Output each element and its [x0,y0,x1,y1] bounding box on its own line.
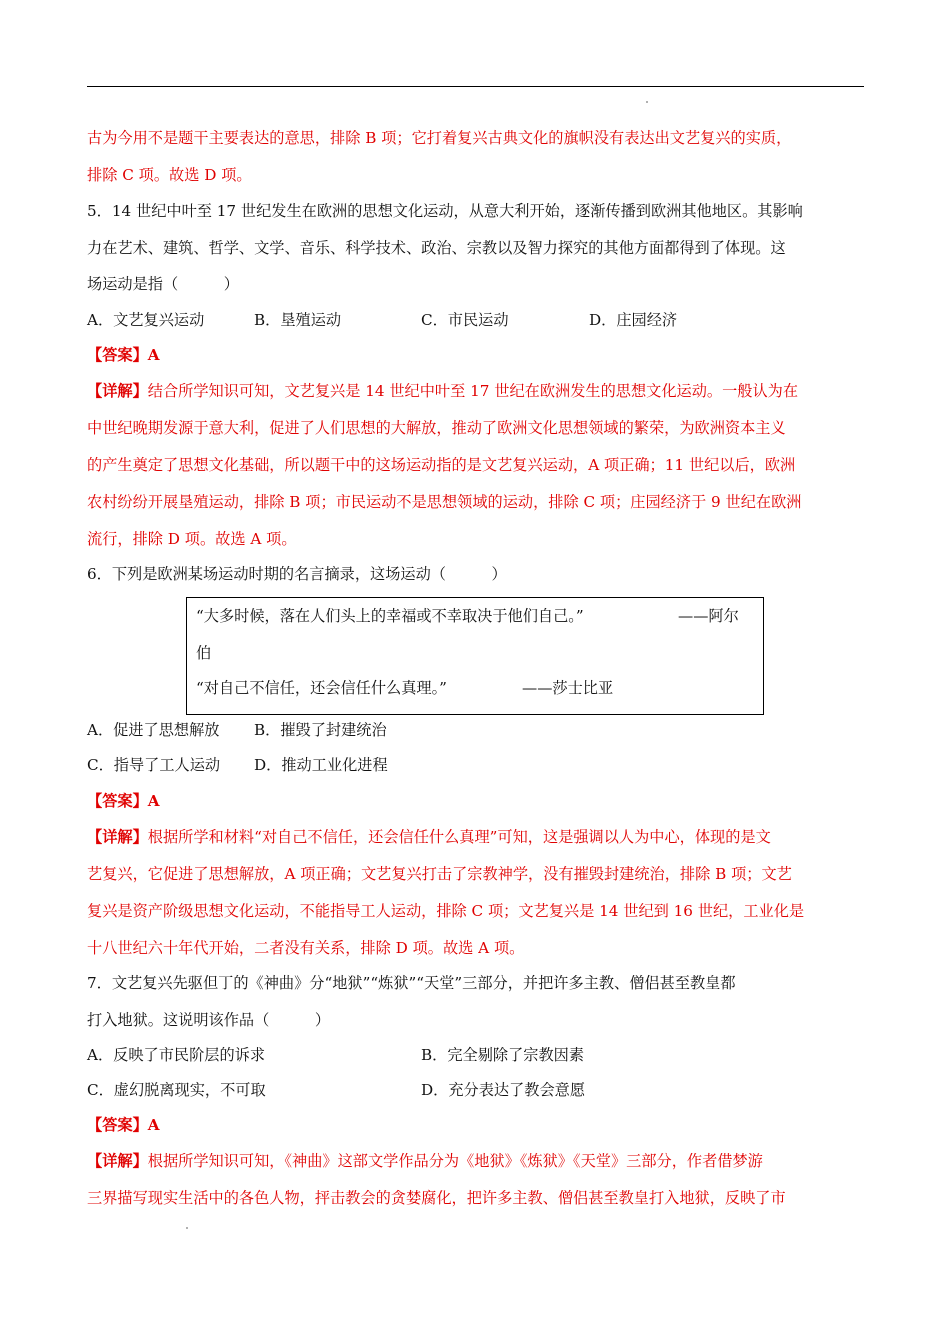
q7-answer [87,1114,160,1136]
quote-1-author-wrap: 伯 [196,644,212,662]
answer-value: A [147,346,160,364]
detail-text: 根据所学和材料“对自己不信任，还会信任什么真理”可知，这是强调以人为中心，体现的是文 [147,828,771,846]
q6-detail-line-3: 复兴是资产阶级思想文化运动，不能指导工人运动，排除 C 项；文艺复兴是 14 世纪到 16 世纪，工业化是 [87,902,805,920]
detail-tag: 【详解】 [87,382,148,400]
q6-detail-line-1 [87,826,771,848]
header-rule [87,86,864,87]
q5-option-c: C．市民运动 [421,311,509,329]
q7-option-a: A．反映了市民阶层的诉求 [87,1046,266,1064]
q5-detail-line-4: 农村纷纷开展垦殖运动，排除 B 项；市民运动不是思想领域的运动，排除 C 项；庄园经济于 9 世纪在欧洲 [87,493,802,511]
q7-detail-line-1 [87,1150,763,1172]
q7-option-c: C．虚幻脱离现实，不可取 [87,1081,266,1099]
detail-text: 根据所学知识可知，《神曲》这部文学作品分为《地狱》《炼狱》《天堂》三部分，作者借梦游 [147,1152,763,1170]
header-dot [646,101,648,103]
q6-option-a: A．促进了思想解放 [87,721,220,739]
q7-option-b: B．完全剔除了宗教因素 [421,1046,585,1064]
detail-tag: 【详解】 [87,1152,148,1170]
q6-detail-line-2: 艺复兴，它促进了思想解放，A 项正确；文艺复兴打击了宗教神学，没有摧毁封建统治，排除 B 项；文艺 [87,865,792,883]
quote-1-author: ——阿尔 [678,607,739,625]
quote-1: “大多时候，落在人们头上的幸福或不幸取决于他们自己。” [196,607,584,625]
q7-option-d: D．充分表达了教会意愿 [421,1081,586,1099]
detail-text: 结合所学知识可知，文艺复兴是 14 世纪中叶至 17 世纪在欧洲发生的思想文化运动。一般认为在 [147,382,799,400]
q5-stem-line-3: 场运动是指（ ） [87,275,239,293]
q6-stem-line-1: 6．下列是欧洲某场运动时期的名言摘录，这场运动（ ） [87,565,507,583]
q5-option-d: D．庄园经济 [589,311,678,329]
q5-answer [87,344,160,366]
q6-detail-line-4: 十八世纪六十年代开始，二者没有关系，排除 D 项。故选 A 项。 [87,939,525,957]
q5-detail-line-5: 流行，排除 D 项。故选 A 项。 [87,530,297,548]
detail-tag: 【详解】 [87,828,148,846]
q5-option-b: B．垦殖运动 [254,311,342,329]
q5-detail-line-3: 的产生奠定了思想文化基础，所以题干中的这场运动指的是文艺复兴运动，A 项正确；11 世纪以后，欧洲 [87,456,796,474]
answer-tag: 【答案】 [87,1116,148,1134]
footer-dot [186,1227,188,1229]
quote-box [186,597,764,715]
q7-detail-line-2: 三界描写现实生活中的各色人物，抨击教会的贪婪腐化，把许多主教、僧侣甚至教皇打入地狱，反映了市 [87,1189,786,1207]
q5-stem-line-2: 力在艺术、建筑、哲学、文学、音乐、科学技术、政治、宗教以及智力探究的其他方面都得到了体现。这 [87,239,786,257]
q7-stem-line-2: 打入地狱。这说明该作品（ ） [87,1011,330,1029]
q5-detail-line-1 [87,380,798,402]
q6-answer [87,790,160,812]
answer-tag: 【答案】 [87,792,148,810]
prev-detail-line-1: 古为今用不是题干主要表达的意思，排除 B 项；它打着复兴古典文化的旗帜没有表达出文艺复兴的实质， [87,129,792,147]
q6-option-c: C．指导了工人运动 [87,756,221,774]
q5-stem-line-1: 5．14 世纪中叶至 17 世纪发生在欧洲的思想文化运动，从意大利开始，逐渐传播到欧洲其他地区。其影响 [87,202,803,220]
q6-option-d: D．推动工业化进程 [254,756,388,774]
prev-detail-line-2: 排除 C 项。故选 D 项。 [87,166,252,184]
answer-value: A [147,1116,160,1134]
quote-2: “对自己不信任，还会信任什么真理。” [196,679,447,697]
q5-detail-line-2: 中世纪晚期发源于意大利，促进了人们思想的大解放，推动了欧洲文化思想领域的繁荣，为欧洲资本主义 [87,419,786,437]
q5-option-a: A．文艺复兴运动 [87,311,205,329]
q6-option-b: B．摧毁了封建统治 [254,721,387,739]
answer-value: A [147,792,160,810]
q7-stem-line-1: 7．文艺复兴先驱但丁的《神曲》分“地狱”“炼狱”“天堂”三部分，并把许多主教、僧侣甚至教皇都 [87,974,736,992]
answer-tag: 【答案】 [87,346,148,364]
quote-2-author: ——莎士比亚 [522,679,614,697]
